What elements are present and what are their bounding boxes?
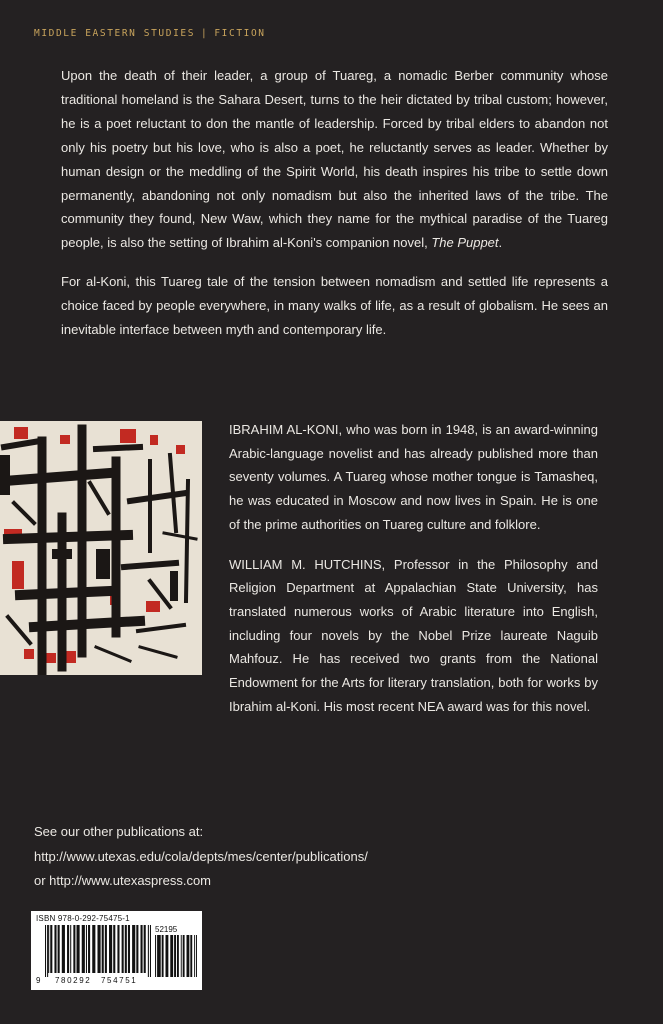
barcode-bar	[157, 935, 158, 977]
barcode-bar	[97, 925, 100, 973]
contributor-bios	[229, 418, 598, 718]
barcode-bar	[88, 925, 90, 973]
author-bio: IBRAHIM AL-KONI, who was born in 1948, is an award-winning Arabic-language novelist and has already published more than seventy volumes. A Tuareg whose mother tongue is Tamasheq, he was educated in Moscow and now lives in Spain. He is one of the prime authorities on Tuareg culture and folklore.	[229, 422, 598, 532]
barcode-bar	[166, 935, 169, 977]
barcode-bar	[128, 925, 130, 973]
barcode-bar	[190, 935, 192, 977]
summary-paragraph-1-text: Upon the death of their leader, a group of Tuareg, a nomadic Berber community whose traditional homeland is the Sahara Desert, turns to the heir dictated by tribal custom; however, he is a poet reluctant to don the mantle of leadership. Forced by tribal elders to abandon not only his poetry but his love, who is also a poet, he reluctantly serves as leader. Whether by human design or the meddling of the Spirit World, his death inspires his tribe to settle down permanently, abandoning not only nomadism but also the inherited laws of the tribe. The community they found, New Waw, which they name for the mythical paradise of the Tuareg people, is also the setting of Ibrahim al-Koni's companion novel,	[61, 68, 608, 251]
summary-paragraph-1-end: .	[498, 235, 503, 251]
barcode-bar	[109, 925, 112, 973]
barcode-digits-right: 754751	[101, 976, 138, 985]
barcode-bar	[47, 925, 48, 977]
price-code: 52195	[155, 925, 178, 934]
companion-novel-title: The Puppet	[431, 235, 499, 251]
translator-bio: WILLIAM M. HUTCHINS, Professor in the Philosophy and Religion Department at Appalachian State University, has translated numerous works of Arabic literature into English, including four novels by the Nobel Prize laureate Naguib Mahfouz. He has received two grants from the National Endowment for the Arts for literary translation, both for works by Ibrahim al-Koni. His most recent NEA award was for this novel.	[229, 556, 598, 714]
barcode-bar	[82, 925, 85, 973]
barcode-bar	[136, 925, 138, 973]
barcode-bar	[70, 925, 71, 973]
barcode-bar	[158, 935, 161, 977]
price-barcode	[155, 935, 197, 977]
barcode-bar	[58, 925, 60, 973]
barcode-bar	[50, 925, 52, 973]
category-secondary: FICTION	[214, 28, 266, 39]
publications-info	[34, 820, 634, 894]
summary-paragraph-2: For al-Koni, this Tuareg tale of the tension between nomadism and settled life represents a choice faced by people everywhere, in many walks of life, as a result of globalism. He sees an inevitable interface between myth and contemporary life.	[61, 274, 608, 338]
barcode-bar	[162, 935, 164, 977]
barcode-bar	[113, 925, 115, 973]
category-primary: MIDDLE EASTERN STUDIES	[34, 28, 196, 39]
publications-intro: See our other publications at:	[34, 824, 204, 839]
book-summary	[61, 64, 608, 342]
publications-url-2[interactable]: or http://www.utexaspress.com	[34, 873, 212, 888]
barcode-bar	[187, 935, 190, 977]
barcode-bar	[194, 935, 195, 977]
publications-url-1[interactable]: http://www.utexas.edu/cola/depts/mes/center/publications/	[34, 848, 368, 864]
barcode-bar	[105, 925, 107, 973]
summary-paragraph-1	[61, 64, 608, 255]
barcode-bar	[132, 925, 135, 973]
barcode-bar	[148, 925, 149, 977]
barcode-bar	[150, 925, 151, 977]
barcode-bar	[196, 935, 197, 977]
calligraphy-artwork	[0, 421, 202, 675]
barcode-bar	[54, 925, 56, 973]
barcode-digit-first: 9	[36, 976, 41, 985]
barcode-bar	[62, 925, 65, 973]
barcode-bar	[73, 925, 75, 973]
barcode-bar	[177, 935, 179, 977]
barcode-bar	[117, 925, 119, 973]
barcode-bar	[92, 925, 95, 973]
barcode-bar	[48, 925, 49, 973]
barcode-bar	[86, 925, 87, 973]
barcode-bar	[122, 925, 124, 973]
barcode-bar	[174, 935, 176, 977]
category-separator: |	[201, 28, 209, 39]
barcode-bar	[102, 925, 104, 973]
barcode-bar	[76, 925, 79, 973]
barcode-bar	[141, 925, 143, 973]
barcode-bar	[155, 935, 156, 977]
barcode-bar	[125, 925, 127, 973]
isbn-label: ISBN 978-0-292-75475-1	[36, 914, 130, 923]
barcode-bar	[45, 925, 46, 977]
calligraphy-artwork-graphic	[0, 421, 202, 675]
barcode-bar	[67, 925, 69, 973]
barcode-bar	[181, 935, 182, 977]
isbn-barcode	[45, 925, 151, 977]
category-label	[34, 28, 266, 39]
barcode-bar	[170, 935, 173, 977]
barcode-bar	[183, 935, 185, 977]
barcode-bar	[144, 925, 146, 973]
barcode-digits-left: 780292	[55, 976, 92, 985]
barcode-box	[31, 911, 202, 990]
